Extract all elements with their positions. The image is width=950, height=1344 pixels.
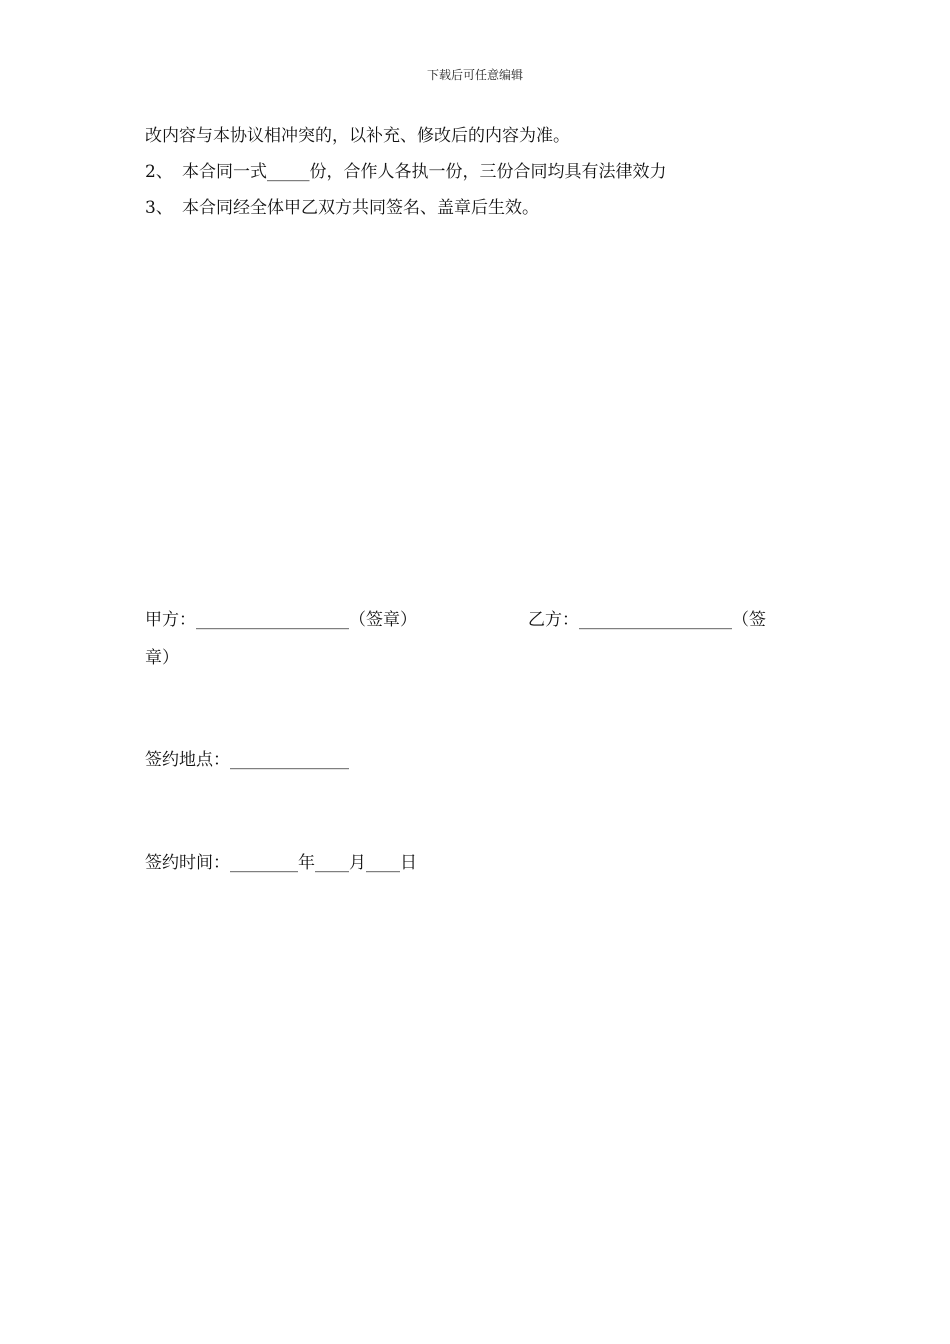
clause-continuation: 改内容与本协议相冲突的，以补充、修改后的内容为准。 [145,126,570,146]
clause-3-number: 3、 [145,198,173,218]
day-label: 日 [400,853,417,873]
clause-2-number: 2、 [145,162,173,182]
year-blank: ________ [230,853,298,873]
month-label: 月 [349,853,366,873]
signing-place [145,750,349,770]
party-a-signature [145,610,417,630]
signing-time-label: 签约时间： [145,853,230,873]
clause-3-text: 本合同经全体甲乙双方共同签名、盖章后生效。 [182,198,539,218]
party-b-seal-end: 章） [145,648,179,668]
signing-time [145,853,417,873]
year-label: 年 [298,853,315,873]
party-b-label: 乙方： [528,610,579,630]
signing-place-line: ______________ [230,750,349,770]
day-blank: ____ [366,853,400,873]
party-b-signature [528,610,766,630]
party-a-signature-line: __________________ [196,610,349,630]
party-b-signature-line: __________________ [579,610,732,630]
party-a-seal: （签章） [349,610,417,630]
clause-2-post: 份，合作人各执一份，三份合同均具有法律效力 [309,162,667,182]
party-b-seal-start: （签 [732,610,766,630]
clause-2 [145,162,667,182]
clause-3 [145,198,539,218]
page-header: 下载后可任意编辑 [426,68,523,82]
copies-blank: _____ [267,162,310,182]
signing-place-label: 签约地点： [145,750,230,770]
clause-2-pre: 本合同一式 [182,162,267,182]
party-a-label: 甲方： [145,610,196,630]
month-blank: ____ [315,853,349,873]
